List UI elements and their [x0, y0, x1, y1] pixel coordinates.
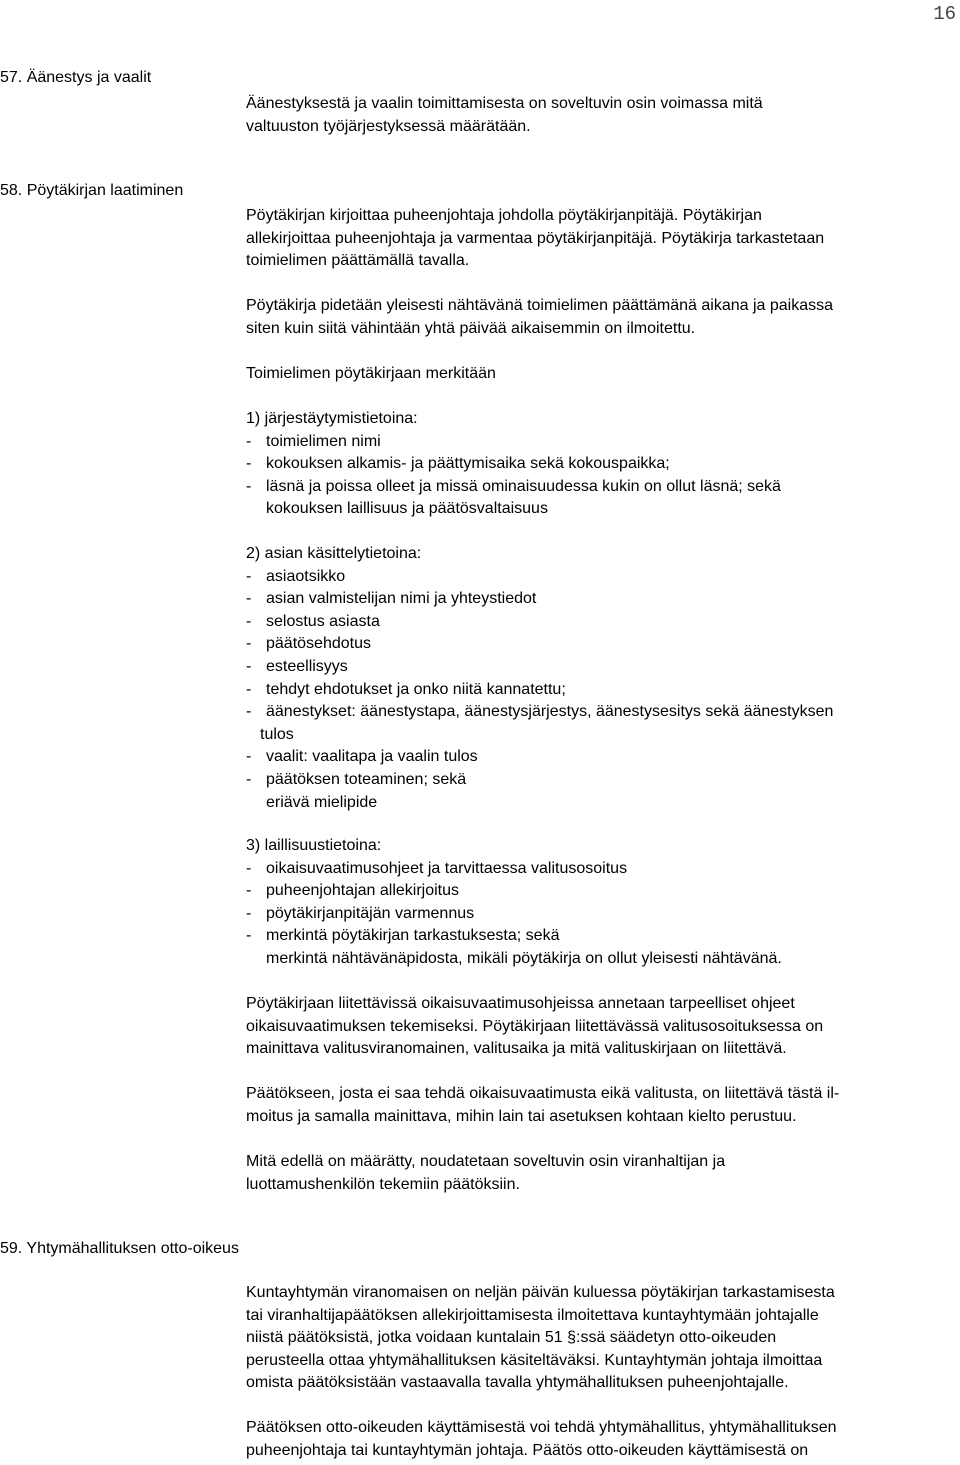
list-item: - selostus asiasta — [246, 612, 380, 630]
section-58-paragraph-4 — [246, 993, 823, 1061]
text-line: valtuuston työjärjestyksessä määrätään. — [246, 117, 531, 135]
text-line: oikaisuvaatimuksen tekemiseksi. Pöytäkirjaan liitettävässä valitusosoituksessa on — [246, 1017, 824, 1035]
list-item: - vaalit: vaalitapa ja vaalin tulos — [246, 748, 478, 766]
list-item: - puheenjohtajan allekirjoitus — [246, 882, 460, 900]
list-item: - pöytäkirjanpitäjän varmennus — [246, 904, 475, 922]
text-line: Päätökseen, josta ei saa tehdä oikaisuvaatimusta eikä valitusta, on liitettävä tästä il- — [246, 1085, 840, 1102]
text-line: allekirjoittaa puheenjohtaja ja varmentaa pöytäkirjanpitäjä. Pöytäkirja tarkastetaan — [246, 229, 825, 247]
text-line: puheenjohtaja tai kuntayhtymän johtaja. Päätös otto-oikeuden käyttämisestä on — [246, 1441, 809, 1459]
section-58-paragraph-3: Toimielimen pöytäkirjaan merkitään — [246, 365, 496, 382]
text-line: toimielimen päättämällä tavalla. — [246, 252, 470, 270]
list-item: - esteellisyys — [246, 657, 348, 675]
section-57-paragraph — [246, 93, 763, 138]
list-item: - oikaisuvaatimusohjeet ja tarvittaessa valitusosoitus — [246, 859, 628, 877]
list-item: - kokouksen alkamis- ja päättymisaika sekä kokouspaikka; — [246, 455, 670, 473]
section-59-paragraph-1 — [246, 1282, 835, 1395]
list-item: - äänestykset: äänestystapa, äänestysjärjestys, äänestysesitys sekä äänestyksen — [246, 703, 834, 721]
list-item: - läsnä ja poissa olleet ja missä ominaisuudessa kukin on ollut läsnä; sekä — [246, 477, 781, 495]
list-item: - asiaotsikko — [246, 567, 346, 585]
section-58-paragraph-1 — [246, 205, 824, 273]
organization-info-list — [246, 408, 781, 521]
text-line: siten kuin siitä vähintään yhtä päivää aikaisemmin on ilmoitettu. — [246, 319, 696, 337]
text-line: Mitä edellä on määrätty, noudatetaan soveltuvin osin viranhaltijan ja — [246, 1153, 726, 1170]
list-title: 3) laillisuustietoina: — [246, 837, 382, 854]
page-number: 16 — [933, 3, 956, 25]
list-item: - päätöksen toteaminen; sekä — [246, 770, 467, 788]
list-item: - merkintä pöytäkirjan tarkastuksesta; sekä — [246, 927, 560, 945]
text-line: perusteella ottaa yhtymähallituksen käsiteltäväksi. Kuntayhtymän johtaja ilmoittaa — [246, 1351, 823, 1369]
list-title: 1) järjestäytymistietoina: — [246, 410, 418, 427]
text-line: Pöytäkirjan kirjoittaa puheenjohtaja johdolla pöytäkirjanpitäjä. Pöytäkirjan — [246, 207, 762, 224]
text-line: Pöytäkirja pidetään yleisesti nähtävänä toimielimen päättämänä aikana ja paikassa — [246, 297, 834, 314]
section-58-paragraph-6 — [246, 1151, 725, 1196]
text-line: Äänestyksestä ja vaalin toimittamisesta on soveltuvin osin voimassa mitä — [246, 95, 763, 112]
text-line: omista päätöksistään vastaavalla tavalla yhtymähallituksen puheenjohtajalle. — [246, 1374, 789, 1392]
list-item-continuation: kokouksen laillisuus ja päätösvaltaisuus — [266, 500, 548, 518]
section-59-paragraph-2 — [246, 1417, 837, 1462]
legality-info-list — [246, 835, 782, 971]
text-line: niistä päätöksistä, jotka voidaan kuntalain 51 §:ssä säädetyn otto-oikeuden — [246, 1329, 777, 1347]
text-line: Päätöksen otto-oikeuden käyttämisestä voi tehdä yhtymähallitus, yhtymähallituksen — [246, 1419, 837, 1436]
list-item-continuation: eriävä mielipide — [266, 793, 378, 811]
list-item-continuation: merkintä nähtävänäpidosta, mikäli pöytäkirja on ollut yleisesti nähtävänä. — [266, 949, 782, 967]
text-line: Kuntayhtymän viranomaisen on neljän päivän kuluessa pöytäkirjan tarkastamisesta — [246, 1284, 835, 1301]
list-item: - toimielimen nimi — [246, 432, 381, 450]
text-line: mainittava valitusviranomainen, valitusaika ja mitä valituskirjaan on liitettävä. — [246, 1040, 787, 1058]
section-58-paragraph-5 — [246, 1083, 839, 1128]
text-line: tai viranhaltijapäätöksen allekirjoittamisesta ilmoitettava kuntayhtymään johtajalle — [246, 1306, 819, 1324]
list-item: - asian valmistelijan nimi ja yhteystiedot — [246, 590, 537, 608]
section-59-heading: 59. Yhtymähallituksen otto-oikeus — [0, 1240, 239, 1257]
text-line: Pöytäkirjaan liitettävissä oikaisuvaatimusohjeissa annetaan tarpeelliset ohjeet — [246, 995, 795, 1012]
list-item: - tehdyt ehdotukset ja onko niitä kannatettu; — [246, 680, 566, 698]
list-item-continuation: tulos — [260, 725, 294, 743]
text-line: luottamushenkilön tekemiin päätöksiin. — [246, 1175, 520, 1193]
text-line: moitus ja samalla mainittava, mihin lain tai asetuksen kohtaan kielto perustuu. — [246, 1107, 797, 1125]
matter-info-list — [246, 543, 833, 814]
section-58-heading: 58. Pöytäkirjan laatiminen — [0, 182, 184, 199]
section-58-paragraph-2 — [246, 295, 833, 340]
list-item: - päätösehdotus — [246, 635, 371, 653]
section-57-heading: 57. Äänestys ja vaalit — [0, 69, 152, 86]
list-title: 2) asian käsittelytietoina: — [246, 545, 422, 562]
